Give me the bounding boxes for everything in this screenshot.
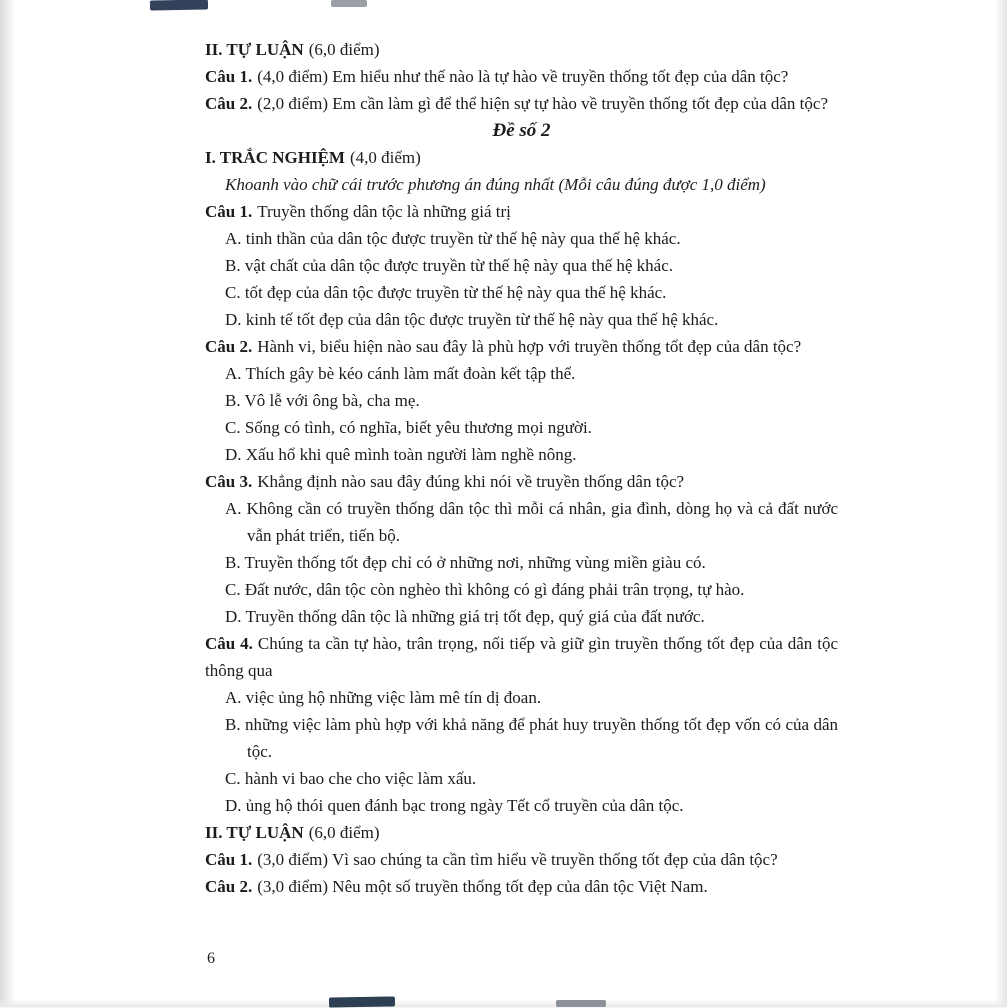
mcq-option: B. Vô lễ với ông bà, cha mẹ. bbox=[225, 391, 420, 410]
mcq-option: D. Xấu hổ khi quê mình toàn người làm nghề nông. bbox=[225, 445, 577, 464]
scan-artifact bbox=[331, 0, 367, 7]
scan-artifact bbox=[150, 0, 208, 11]
question-label: Câu 2. bbox=[205, 877, 253, 896]
mcq-option: C. Sống có tình, có nghĩa, biết yêu thương mọi người. bbox=[225, 418, 592, 437]
mcq-option: D. kinh tế tốt đẹp của dân tộc được truyền từ thế hệ này qua thế hệ khác. bbox=[225, 310, 719, 329]
mcq-question bbox=[205, 468, 838, 495]
mcq-option: A. tinh thần của dân tộc được truyền từ thế hệ này qua thế hệ khác. bbox=[225, 229, 681, 248]
section-heading-essay-bottom bbox=[205, 819, 838, 846]
question-text: Khẳng định nào sau đây đúng khi nói về truyền thống dân tộc? bbox=[257, 472, 685, 491]
mcq-question bbox=[205, 198, 838, 225]
mcq-option: B. vật chất của dân tộc được truyền từ thế hệ này qua thế hệ khác. bbox=[225, 256, 674, 275]
section-heading-label: I. TRẮC NGHIỆM bbox=[205, 148, 345, 167]
section-heading-essay-top bbox=[205, 36, 838, 63]
mcq-option: D. ủng hộ thói quen đánh bạc trong ngày Tết cổ truyền của dân tộc. bbox=[225, 796, 684, 815]
question-text: (4,0 điểm) Em hiểu như thế nào là tự hào về truyền thống tốt đẹp của dân tộc? bbox=[257, 67, 789, 86]
essay-question bbox=[205, 846, 838, 873]
question-label: Câu 2. bbox=[205, 337, 253, 356]
question-text: (3,0 điểm) Nêu một số truyền thống tốt đẹp của dân tộc Việt Nam. bbox=[257, 877, 708, 896]
scan-artifact bbox=[329, 996, 395, 1007]
question-text: Truyền thống dân tộc là những giá trị bbox=[257, 202, 511, 221]
mcq-option: C. hành vi bao che cho việc làm xấu. bbox=[225, 769, 477, 788]
section-heading-label: II. TỰ LUẬN bbox=[205, 823, 304, 842]
page-content bbox=[205, 36, 838, 900]
section-heading-mcq bbox=[205, 144, 838, 171]
section-heading-points: (4,0 điểm) bbox=[349, 148, 421, 167]
mcq-question bbox=[205, 630, 838, 684]
question-label: Câu 1. bbox=[205, 850, 253, 869]
mcq-option: B. Truyền thống tốt đẹp chỉ có ở những nơi, những vùng miền giàu có. bbox=[225, 553, 706, 572]
section-heading-label: II. TỰ LUẬN bbox=[205, 40, 304, 59]
mcq-option: A. Thích gây bè kéo cánh làm mất đoàn kết tập thể. bbox=[225, 364, 576, 383]
essay-question bbox=[205, 873, 838, 900]
question-label: Câu 4. bbox=[205, 634, 253, 653]
question-text: (3,0 điểm) Vì sao chúng ta cần tìm hiểu về truyền thống tốt đẹp của dân tộc? bbox=[257, 850, 778, 869]
mcq-option: D. Truyền thống dân tộc là những giá trị tốt đẹp, quý giá của đất nước. bbox=[225, 607, 705, 626]
mcq-option: B. những việc làm phù hợp với khả năng để phát huy truyền thống tốt đẹp vốn có của dân tộc. bbox=[225, 715, 838, 761]
mcq-option: C. tốt đẹp của dân tộc được truyền từ thế hệ này qua thế hệ khác. bbox=[225, 283, 667, 302]
question-label: Câu 2. bbox=[205, 94, 253, 113]
question-text: Hành vi, biểu hiện nào sau đây là phù hợp với truyền thống tốt đẹp của dân tộc? bbox=[257, 337, 802, 356]
scan-artifact bbox=[556, 1000, 606, 1007]
question-label: Câu 3. bbox=[205, 472, 253, 491]
instruction-line: Khoanh vào chữ cái trước phương án đúng nhất (Mỗi câu đúng được 1,0 điểm) bbox=[225, 175, 766, 194]
question-text: Chúng ta cần tự hào, trân trọng, nối tiếp và giữ gìn truyền thống tốt đẹp của dân tộc thông qua bbox=[205, 634, 838, 680]
question-label: Câu 1. bbox=[205, 67, 253, 86]
page-number: 6 bbox=[207, 950, 215, 967]
section-heading-points: (6,0 điểm) bbox=[308, 823, 380, 842]
section-heading-points: (6,0 điểm) bbox=[308, 40, 380, 59]
mcq-option: C. Đất nước, dân tộc còn nghèo thì không có gì đáng phải trân trọng, tự hào. bbox=[225, 580, 745, 599]
essay-question bbox=[205, 63, 838, 90]
question-label: Câu 1. bbox=[205, 202, 253, 221]
page-edge-shadow-left bbox=[0, 0, 16, 1007]
mcq-option: A. việc ủng hộ những việc làm mê tín dị đoan. bbox=[225, 688, 542, 707]
exam-title: Đề số 2 bbox=[492, 120, 551, 141]
question-text: (2,0 điểm) Em cần làm gì để thể hiện sự tự hào về truyền thống tốt đẹp của dân tộc? bbox=[257, 94, 828, 113]
page-edge-shadow-bottom bbox=[0, 999, 1007, 1007]
page-edge-shadow-right bbox=[995, 0, 1007, 1007]
essay-question bbox=[205, 90, 838, 117]
mcq-option: A. Không cần có truyền thống dân tộc thì mỗi cá nhân, gia đình, dòng họ và cả đất nước vẫn phát triển, tiến bộ. bbox=[225, 499, 838, 545]
mcq-question bbox=[205, 333, 838, 360]
